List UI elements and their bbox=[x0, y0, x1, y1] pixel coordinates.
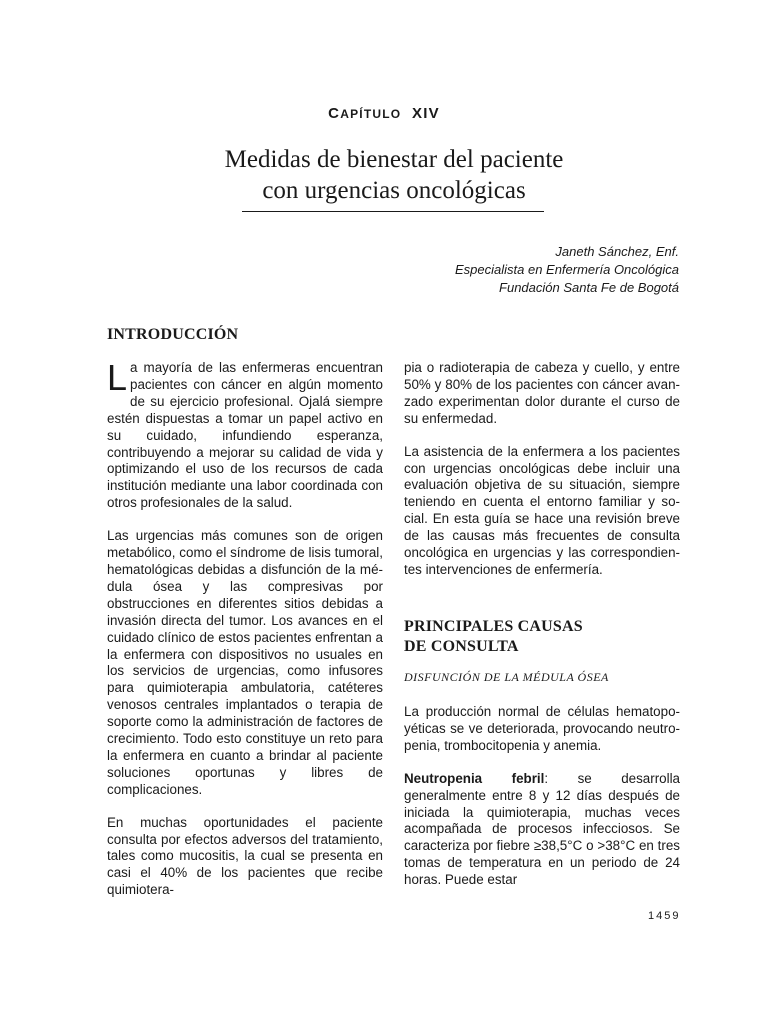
right-paragraph-2: La asistencia de la enfermera a los pacientes con urgencias oncológicas debe incluir una evaluación objetiva de su situación, siempre teniendo en cuenta el entorno familiar y social. En esta guía se hace una revisión breve de las causas más frecuentes de consulta oncológica en urgencias y las correspondientes intervenciones de enfermería. bbox=[404, 443, 680, 577]
left-column bbox=[107, 357, 383, 915]
drop-cap: L bbox=[107, 357, 128, 398]
intro-heading: INTRODUCCIÓN bbox=[107, 326, 239, 343]
page-number: 1459 bbox=[648, 910, 681, 922]
author-name: Janeth Sánchez, Enf. bbox=[555, 244, 679, 259]
causas-heading-line-1: PRINCIPALES CAUSAS bbox=[404, 618, 583, 635]
right-paragraph-1: pia o radioterapia de cabeza y cuello, y entre 50% y 80% de los pacientes con cáncer avanzado experimentan dolor durante el curso de su enfermedad. bbox=[404, 360, 680, 426]
intro-paragraph-3: En muchas oportunidades el paciente consulta por efectos adversos del tratamiento, tales como mucositis, la cual se presenta en casi el 40% de los pacientes que recibe quimiotera- bbox=[107, 814, 383, 898]
right-column bbox=[404, 360, 680, 595]
subheading-medula: DISFUNCIÓN DE LA MÉDULA ÓSEA bbox=[404, 670, 609, 684]
page-title bbox=[0, 144, 768, 206]
intro-paragraph-1 bbox=[107, 357, 383, 512]
title-underline bbox=[242, 211, 544, 212]
intro-paragraph-2: Las urgencias más comunes son de origen metabólico, como el síndrome de lisis tumoral, hematológicas debidas a disfunción de la médula ósea y las compresivas por obstrucciones en diferentes sitios debidas a invasión directa del tumor. Los avances en el cuidado clínico de estos pacientes enfrentan a la enfermera con dispositivos no usuales en los servicios de urgencias, como infusores para quimioterapia ambulatoria, catéteres venosos centrales implantados o terapia de soporte como la administración de factores de crecimiento. Todo esto constituye un reto para la enfermera en cuanto a brindar al paciente soluciones oportunas y libres de complicaciones. bbox=[107, 528, 383, 797]
neutropenia-term: Neutropenia febril bbox=[404, 770, 545, 786]
title-line-1: Medidas de bienestar del paciente bbox=[224, 146, 564, 173]
title-line-2: con urgencias oncológicas bbox=[262, 177, 526, 204]
causas-heading-line-2: DE CONSULTA bbox=[404, 638, 519, 655]
chapter-label-rest: APÍTULO bbox=[340, 107, 402, 121]
author-block bbox=[455, 243, 679, 297]
author-institution: Fundación Santa Fe de Bogotá bbox=[499, 280, 679, 295]
causas-heading bbox=[404, 617, 680, 657]
intro-paragraph-1-text: a mayoría de las enfermeras encuentran pacientes con cáncer en algún momento de su ejercicio profesional. Ojalá siempre estén dispuestas a tomar un papel activo en su cuidado, infundiendo esperanza, contribuyendo a mejorar su calidad de vida y optimizando el uso de los recursos de cada institución mediante una labor coordinada con otros profesionales de la salud. bbox=[107, 360, 383, 511]
right-paragraph-4 bbox=[404, 771, 680, 889]
right-column-lower bbox=[404, 704, 680, 905]
right-paragraph-3: La producción normal de células hematopoyéticas se ve deteriorada, provocando neutropenia, trombocitopenia y anemia. bbox=[404, 704, 680, 753]
chapter-number: XIV bbox=[412, 105, 440, 122]
right-paragraph-4-text: : se desarrolla generalmente entre 8 y 12 días después de iniciada la quimioterapia, muchas veces acompañada de procesos infecciosos. Se caracteriza por fiebre ≥38,5°C o >38°C en tres tomas de temperatura en un periodo de 24 horas. Puede estar bbox=[404, 770, 680, 888]
author-role: Especialista en Enfermería Oncológica bbox=[454, 262, 679, 277]
chapter-label bbox=[0, 105, 768, 122]
chapter-label-first: C bbox=[328, 105, 341, 122]
